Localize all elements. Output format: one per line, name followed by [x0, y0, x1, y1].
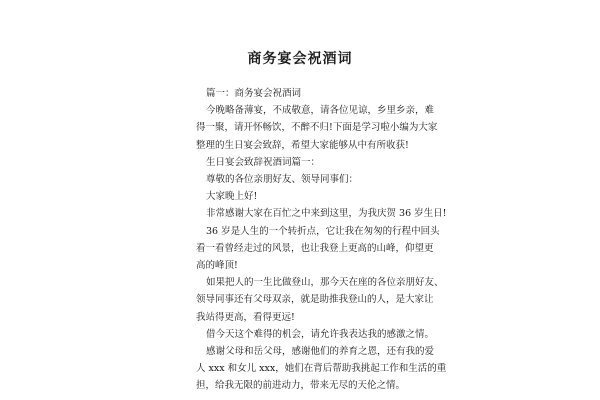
paragraph-line: 36 岁是人生的一个转折点，它让我在匆匆的行程中回头 [206, 225, 440, 237]
paragraph-line: 得一聚，请开怀畅饮，不醉不归!下面是学习啦小编为大家 [196, 122, 438, 134]
paragraph-line: 尊敬的各位亲朋好友、领导同事们： [206, 174, 359, 185]
paragraph-line: 大家晚上好! [206, 191, 258, 203]
paragraph-line: 看一看曾经走过的风景，也让我登上更高的山峰，仰望更 [196, 242, 434, 254]
paragraph-line: 我站得更高，看得更远! [196, 311, 295, 323]
paragraph-line: 人 xxx 和女儿 xxx，她们在背后帮助我挑起工作和生活的重 [196, 363, 447, 375]
document-title: 商务宴会祝酒词 [247, 51, 353, 67]
paragraph-line: 高的峰顶! [196, 260, 238, 271]
paragraph-line: 担，给我无限的前进动力，带来无尽的天伦之情。 [196, 380, 406, 392]
paragraph-line: 如果把人的一生比做登山，那今天在座的各位亲朋好友、 [206, 277, 444, 289]
paragraph-line: 非常感谢大家在百忙之中来到这里，为我庆贺 36 岁生日! [206, 208, 447, 220]
paragraph-line: 借今天这个难得的机会，请允许我表达我的感激之情。 [206, 328, 435, 340]
paragraph-line: 篇一：商务宴会祝酒词 [206, 88, 302, 99]
paragraph-line: 领导同事还有父母双亲，就是助推我登山的人，是大家让 [196, 294, 434, 306]
paragraph-line: 整理的生日宴会致辞，希望大家能够从中有所收获! [196, 139, 409, 151]
paragraph-line: 今晚略备薄宴，不成敬意，请各位见谅，乡里乡亲，难 [206, 105, 435, 117]
paragraph-line: 感谢父母和岳父母，感谢他们的养育之恩，还有我的爱 [206, 346, 435, 357]
paragraph-line: 生日宴会致辞祝酒词篇一： [206, 156, 321, 168]
